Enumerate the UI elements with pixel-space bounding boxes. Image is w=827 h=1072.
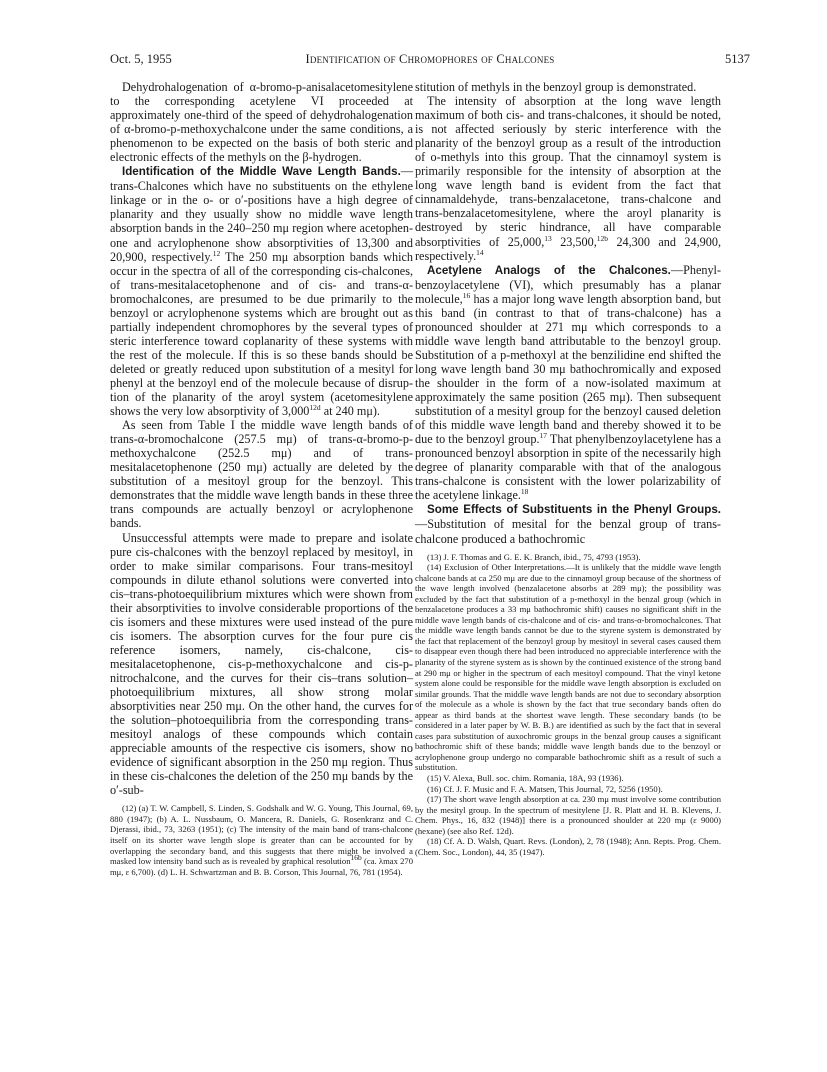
paragraph-substituent-effects: Some Effects of Substituents in the Phenyl Groups.—Substitution of mesital for the benzal group of trans-chalcone produced a bathochromic [415,503,721,546]
footnotes-right [415,552,721,858]
page-number: 5137 [725,52,750,66]
footnote-17: (17) The short wave length absorption at ca. 230 mμ must involve some contribution by the mesityl group. In the spectrum of mesitylene [J. R. Platt and H. B. Klevens, J. Chem. Phys., 16, 832 (1948)] there is a pronounced shoulder at 220 mμ (ε 9000) (hexane) (see also Ref. 12d). [415,794,721,836]
right-column [415,80,721,857]
footnote-ref-17[interactable]: 17 [539,431,547,441]
footnote-ref-13[interactable]: 13 [544,233,552,243]
issue-date: Oct. 5, 1955 [110,52,172,66]
page-header [110,52,750,70]
paragraph-middle-wave-bands: Identification of the Middle Wave Length Bands.—trans-Chalcones which have no substituents on the ethylene linkage or in the o- or o′-positions have a high degree of planarity and they usually show no middle wave length absorption bands in the 240–250 mμ region where acetophenone and acrylophenone show absorptivities of 13,300 and 20,900, respectively.$^{12}$ The 250 mμ absorption bands which occur in the spectra of all of the corresponding cis-chalcones, of trans-mesitalacetophenone and of cis- and trans-α-bromochalcones, are presumed to be due primarily to the benzoyl or acrylophenone systems which are brought out as partially independent chromophores by the several types of steric interference toward coplanarity of these systems with the rest of the molecule. If this is so these bands should be deleted or greatly reduced upon substitution of a mesityl for phenyl at the benzoyl end of the molecule because of disruption of the planarity of the aroyl system (acetomesitylene shows the very low absorptivity of $3,000^{12d}$ at 240 mμ). [110,164,413,419]
paragraph-intensity: The intensity of absorption at the long wave length maximum of both cis- and trans-chalcones, it should be noted, is not affected seriously by steric interference with the planarity of the benzoyl group as a result of the introduction of o-methyls into this group. That the cinnamoyl system is primarily responsible for the intensity of absorption at the long wave length band is evident from the fact that cinnamaldehyde, trans-benzalacetone, trans-chalcone and trans-benzalacetomesitylene, where the aroyl planarity is destroyed by steric hindrance, all have comparable absorptivities of 25,000,13 23,500,$^{12b}$ 24,300 and 24,900, respectively.$^{14}$ [415,94,721,263]
footnote-ref-12d[interactable]: 12d [309,403,321,413]
footnote-13: (13) J. F. Thomas and G. E. K. Branch, ibid., 75, 4793 (1953). [427,551,641,562]
paragraph-continuation: stitution of methyls in the benzoyl group is demonstrated. [415,80,697,94]
section-heading-acetylene-analogs: Acetylene Analogs of the Chalcones. [427,263,671,277]
footnote-15: (15) V. Alexa, Bull. soc. chim. Romania, 18A, 93 (1936). [427,773,624,784]
footnote-ref-16[interactable]: 16 [462,290,471,300]
running-title: Identification of Chromophores of Chalcones [305,52,555,66]
left-column [110,80,413,877]
footnote-18: (18) Cf. A. D. Walsh, Quart. Revs. (London), 2, 78 (1948); Ann. Repts. Prog. Chem. (Chem. Soc., London), 44, 35 (1947). [415,836,721,857]
paragraph-dehydrohalogenation: Dehydrohalogenation of α-bromo-p-anisalacetomesitylene to the corresponding acetylene VI proceeded at approximately one-third of the speed of dehydrohalogenation of α-bromo-p-methoxychalcone under the same conditions, a phenomenon to be expected on the basis of both steric and electronic effects of the methyls on the β-hydrogen. [110,80,413,165]
footnote-ref-18[interactable]: 18 [520,487,529,497]
footnote-16: (16) Cf. J. F. Music and F. A. Matsen, This Journal, 72, 5256 (1950). [427,783,663,794]
footnote-ref-12b[interactable]: 12b [596,233,609,243]
section-heading-middle-wave-length: Identification of the Middle Wave Length Bands. [122,165,401,179]
section-heading-substituent-effects: Some Effects of Substituents in the Phenyl Groups. [427,503,721,517]
footnote-ref-12[interactable]: 12 [212,248,221,258]
footnote-12: (12) (a) T. W. Campbell, S. Linden, S. Godshalk and W. G. Young, This Journal, 69, 880 (1947); (b) A. L. Nussbaum, O. Mancera, R. Daniels, G. Rosenkranz and C. Djerassi, ibid., 73, 3263 (1951); (c) The intensity of the main band of trans-chalcone itself on its shorter wave length slope is greater than can be accounted for by overlapping the secondary band, and this suggests that there might be involved a masked low intensity band such as is revealed by graphical resolution$^{16b}$ (ca. λmax 270 mμ, ε 6,700). (d) L. H. Schwartzman and B. B. Corson, This Journal, 76, 781 (1954). [110,803,413,877]
paragraph-unsuccessful-attempts: Unsuccessful attempts were made to prepare and isolate pure cis-chalcones with the benzoyl replaced by mesitoyl, in order to make similar comparisons. Four trans-mesitoyl compounds in dilute ethanol solutions were converted into cis–trans-photoequilibrium mixtures which were shown from their absorptivities to involve considerable proportions of the cis isomers and these mixtures were used instead of the pure cis isomers. The absorption curves for the four pure cis reference isomers, namely, cis-chalcone, cis-mesitalacetophenone, cis-p-methoxychalcone and cis-p-nitrochalcone, and the curves for their cis–trans solution–photoequilibrium mixtures, all show strong molar absorptivities near 250 mμ. On the other hand, the curves for the solution–photoequilibria from the corresponding trans-mesitoyl analogs of these compounds which contain appreciable amounts of the respective cis isomers, show no evidence of significant absorption in the 250 mμ region. Thus in these cis-chalcones the deletion of the 250 mμ bands by the o′-sub- [110,530,413,798]
paragraph-acetylene-analogs: Acetylene Analogs of the Chalcones.—Phenylbenzoylacetylene (VI), which presumably has a planar molecule,$^{16}$ has a major long wave length absorption band, but this band (in contrast to that of trans-chalcone) has a pronounced shoulder at 271 mμ which corresponds to a middle wave length band attributable to the benzoyl group. Substitution of a p-methoxyl at the benzilidine end shifted the long wave length band 30 mμ bathochromically and exposed the shoulder in the form of a now-isolated maximum at approximately the same position (265 mμ). Then subsequent substitution of a mesityl group for the benzoyl caused deletion of this middle wave length band and thereby showed it to be due to the benzoyl group.$^{17}$ That phenylbenzoylacetylene has a pronounced benzoyl absorption in spite of the necessarily high degree of planarity comparable with that of the analogous trans-chalcone is consistent with the lower polarizability of the acetylene linkage.$^{18}$ [415,262,721,503]
footnote-ref-14[interactable]: 14 [476,247,484,257]
footnotes-left [110,803,413,877]
footnote-14: (14) Exclusion of Other Interpretations.—It is unlikely that the middle wave length chalcone bands at ca 250 mμ are due to the cinnamoyl group because of the shortness of the wave length involved (benzalacetone absorbs at 289 mμ); the possibility was excluded by the fact that substitution of a p-methoxyl in the benzal group (which in benzalacetone produces a 33 mμ bathochromic shift) causes no significant shift in the middle wave length bands of cis-chalcone and of cis- and trans-α-bromochalcones. That the middle wave length bands cannot be due to the styrene system is demonstrated by the fact that replacement of the benzoyl group by mesitoyl in several cases caused them to disappear even though there had been introduced no appreciable interference with the planarity of the styrene system as is shown by the continued existence of the strong band at 290 mμ or higher in the spectrum of each mesitoyl compound. That the vinyl ketone system alone could be responsible for the middle wave length absorption is excluded on similar grounds. That the middle wave length bands are not due to secondary absorption of the molecule as a whole is shown by the fact that true secondary bands often do appear as third bands at the shortest wave length. These secondary bands (to be considered in a later paper by W. B. B.) are identified as such by the fact that in several cases para substitution of auxochromic groups in the benzal group causes a significant bathochromic shift of these bands; middle wave length bands due to the benzoyl or acrylophenone group undergo no comparable bathochromic shift as a result of such a substitution. [415,562,721,773]
paragraph-table-i: As seen from Table I the middle wave length bands of trans-α-bromochalcone (257.5 mμ) of trans-α-bromo-p-methoxychalcone (252.5 mμ) and of trans-mesitalacetophenone (250 mμ) actually are deleted by the substitution of a mesitoyl group for the benzoyl. This demonstrates that the middle wave length bands in these three trans compounds are actually benzoyl or acrylophenone bands. [110,418,413,531]
